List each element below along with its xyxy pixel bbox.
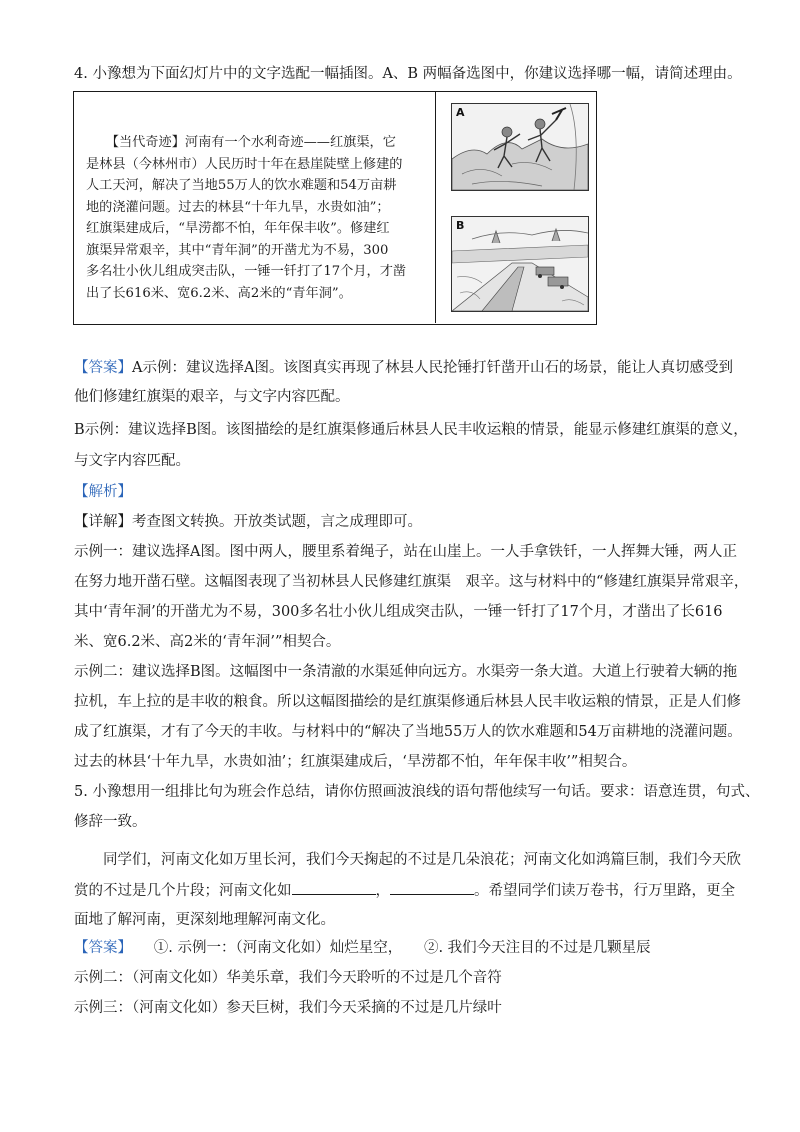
detail-text: 成了红旗渠，才有了今天的丰收。与材料中的“解决了当地55万人的饮水难题和54万亩耕地的浇灌问题。 bbox=[74, 724, 742, 740]
illustration-a-label: A bbox=[456, 106, 465, 119]
detail-tag: 【详解】 bbox=[74, 514, 132, 530]
answer-tag: 【答案】 bbox=[74, 940, 125, 956]
slide-line: 人工天河，解决了当地55万人的饮水难题和54万亩耕 bbox=[86, 178, 397, 193]
q5-passage: 同学们，河南文化如万里长河，我们今天掬起的不过是几朵浪花；河南文化如鸿篇巨制，我们今天欣 bbox=[74, 852, 741, 868]
slide-line: 出了长616米、宽6.2米、高2米的“青年洞”。 bbox=[86, 285, 352, 301]
q5-answer-line: 示例三：（河南文化如）参天巨树，我们今天采摘的不过是几片绿叶 bbox=[74, 1000, 502, 1016]
q5-question: 5. 小豫想用一组排比句为班会作总结，请你仿照画波浪线的语句帮他续写一句话。要求：语意连贯，句式、 bbox=[74, 784, 760, 800]
passage-text: ， bbox=[375, 883, 390, 899]
fill-blank-2[interactable] bbox=[390, 880, 474, 895]
detail-text: 在努力地开凿石壁。这幅图表现了当初林县人民修建红旗渠 艰辛。这与材料中的“修建红旗渠异常艰辛， bbox=[74, 574, 749, 590]
answer-text: ①. 示例一：（河南文化如）灿烂星空， ②. 我们今天注目的不过是几颗星辰 bbox=[124, 940, 651, 956]
detail-intro: 考查图文转换。开放类试题，言之成理即可。 bbox=[132, 514, 422, 530]
illustration-b-label: B bbox=[456, 219, 465, 232]
q5-answer-line bbox=[74, 938, 651, 958]
passage-text: 。希望同学们读万卷书，行万里路，更全 bbox=[474, 883, 735, 899]
q5-passage: 面地了解河南，更深刻地理解河南文化。 bbox=[74, 912, 335, 928]
detail-text: 拉机，车上拉的是丰收的粮食。所以这幅图描绘的是红旗渠修通后林县人民丰收运粮的情景，正是人们修 bbox=[74, 694, 741, 710]
q4-answer-line: 与文字内容匹配。 bbox=[74, 453, 190, 469]
detail-text: 其中‘青年洞’的开凿尤为不易，300多名壮小伙儿组成突击队，一锤一钎打了17个月，才凿出了长616 bbox=[74, 604, 723, 620]
q4-answer-line bbox=[74, 358, 733, 378]
slide-line: 地的浇灌问题。过去的林县“十年九旱，水贵如油”； bbox=[86, 199, 390, 215]
slide-line: 是林县（今林州市）人民历时十年在悬崖陡壁上修建的 bbox=[86, 156, 403, 172]
slide-divider bbox=[435, 92, 436, 323]
detail-line bbox=[74, 512, 422, 532]
detail-text: 米、宽6.2米、高2米的‘青年洞’”相契合。 bbox=[74, 634, 341, 650]
illustration-b-drawing bbox=[452, 217, 588, 311]
passage-text: 赏的不过是几个片段；河南文化如 bbox=[74, 883, 292, 899]
illustration-b bbox=[451, 216, 589, 312]
slide-box bbox=[73, 91, 597, 325]
q5-answer-line: 示例二：（河南文化如）华美乐章，我们今天聆听的不过是几个音符 bbox=[74, 970, 502, 986]
slide-line: 旗渠异常艰辛，其中“青年洞”的开凿尤为不易，300 bbox=[86, 242, 389, 258]
q4-answer-line: 他们修建红旗渠的艰辛，与文字内容匹配。 bbox=[74, 389, 350, 405]
illustration-a bbox=[451, 103, 589, 191]
answer-tag: 【答案】 bbox=[74, 360, 132, 376]
slide-text bbox=[86, 132, 426, 304]
slide-line: 红旗渠建成后，“旱涝都不怕，年年保丰收”。修建红 bbox=[86, 221, 390, 236]
fill-blank-1[interactable] bbox=[292, 880, 376, 895]
q4-question: 4. 小豫想为下面幻灯片中的文字选配一幅插图。A、B 两幅备选图中，你建议选择哪一幅，请简述理由。 bbox=[74, 66, 742, 82]
detail-text: 示例一：建议选择A图。图中两人，腰里系着绳子，站在山崖上。一人手拿铁钎，一人挥舞大锤，两人正 bbox=[74, 544, 737, 560]
analysis-tag: 【解析】 bbox=[74, 484, 132, 500]
q5-passage bbox=[74, 880, 735, 901]
illustration-a-drawing bbox=[452, 104, 588, 190]
detail-text: 示例二：建议选择B图。这幅图中一条清澈的水渠延伸向远方。水渠旁一条大道。大道上行驶着大辆的拖 bbox=[74, 664, 738, 680]
q5-question: 修辞一致。 bbox=[74, 814, 147, 830]
q4-answer-line: B示例：建议选择B图。该图描绘的是红旗渠修通后林县人民丰收运粮的情景，能显示修建红旗渠的意义， bbox=[74, 422, 748, 438]
slide-line: 【当代奇迹】河南有一个水利奇迹——红旗渠，它 bbox=[86, 135, 396, 150]
slide-line: 多名壮小伙儿组成突击队，一锤一钎打了17个月，才凿 bbox=[86, 264, 407, 279]
detail-text: 过去的林县‘十年九旱，水贵如油’；红旗渠建成后，‘旱涝都不怕，年年保丰收’”相契合。 bbox=[74, 754, 637, 770]
answer-text: A示例：建议选择A图。该图真实再现了林县人民抡锤打钎凿开山石的场景，能让人真切感受到 bbox=[132, 360, 733, 376]
